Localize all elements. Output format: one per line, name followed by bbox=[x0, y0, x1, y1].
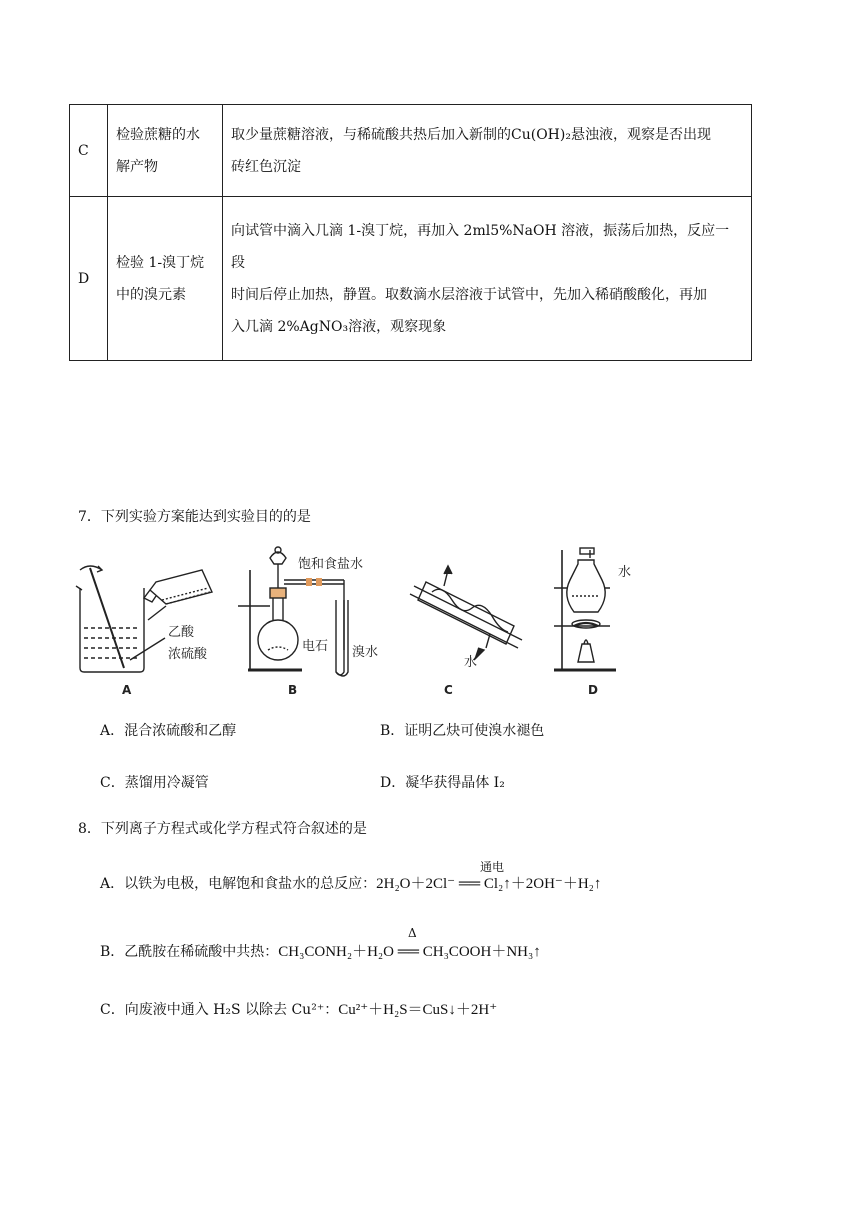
label-conc-sulfuric: 浓硫酸 bbox=[168, 647, 208, 662]
label-calcium-carbide: 电石 bbox=[302, 639, 329, 654]
caption-d: D bbox=[588, 683, 598, 697]
apparatus-d bbox=[554, 548, 616, 670]
equation-b: CH₃CONH₂＋H₂O ══ CH₃COOH＋NH₃↑ bbox=[278, 944, 541, 960]
experiment-table bbox=[69, 104, 752, 361]
label-brine: 饱和食盐水 bbox=[298, 557, 364, 572]
table-row bbox=[70, 105, 752, 197]
caption-b: B bbox=[288, 683, 298, 697]
caption-a: A bbox=[122, 683, 132, 697]
condition-heat: Δ bbox=[408, 926, 417, 940]
row-purpose: 检验 1-溴丁烷 中的溴元素 bbox=[108, 197, 223, 361]
row-label: D bbox=[70, 197, 108, 361]
condition-electrolysis: 通电 bbox=[480, 860, 505, 874]
q7-option-c[interactable]: C．蒸馏用冷凝管 bbox=[100, 775, 209, 791]
row-label: C bbox=[70, 105, 108, 197]
q8-option-c[interactable]: C．向废液中通入 H₂S 以除去 Cu²⁺：Cu²⁺＋H₂S＝CuS↓＋2H⁺ bbox=[100, 1002, 498, 1018]
table-row bbox=[70, 197, 752, 361]
apparatus-c bbox=[410, 566, 522, 660]
q8-option-a[interactable]: A．以铁为电极，电解饱和食盐水的总反应：2H₂O＋2Cl⁻ ══ Cl₂↑＋2OH⁻＋H₂↑ bbox=[100, 876, 602, 892]
q8-option-b[interactable]: B．乙酰胺在稀硫酸中共热：CH₃CONH₂＋H₂O ══ CH₃COOH＋NH₃↑ bbox=[100, 944, 541, 960]
q7-option-d[interactable]: D．凝华获得晶体 I₂ bbox=[380, 775, 505, 791]
equation-a: 2H₂O＋2Cl⁻ ══ Cl₂↑＋2OH⁻＋H₂↑ bbox=[376, 876, 602, 892]
row-method: 取少量蔗糖溶液，与稀硫酸共热后加入新制的Cu(OH)₂悬浊液，观察是否出现 砖红色沉淀 bbox=[223, 105, 752, 197]
label-water-d: 水 bbox=[618, 565, 632, 580]
apparatus-figure bbox=[70, 540, 790, 700]
label-acetic-acid: 乙酸 bbox=[168, 625, 195, 640]
row-method: 向试管中滴入几滴 1-溴丁烷，再加入 2ml5%NaOH 溶液，振荡后加热，反应一段 时间后停止加热，静置。取数滴水层溶液于试管中，先加入稀硝酸酸化，再加 入几滴 2%AgNO₃溶液，观察现象 bbox=[223, 197, 752, 361]
label-water-c: 水 bbox=[464, 655, 478, 670]
q7-option-a[interactable]: A．混合浓硫酸和乙醇 bbox=[100, 723, 237, 739]
row-purpose: 检验蔗糖的水 解产物 bbox=[108, 105, 223, 197]
q7-stem: 7．下列实验方案能达到实验目的的是 bbox=[78, 509, 311, 525]
caption-c: C bbox=[444, 683, 453, 697]
q7-option-b[interactable]: B．证明乙炔可使溴水褪色 bbox=[380, 723, 545, 739]
q8-stem: 8．下列离子方程式或化学方程式符合叙述的是 bbox=[78, 821, 367, 837]
label-bromine-water: 溴水 bbox=[352, 645, 379, 660]
equation-c: Cu²⁺＋H₂S＝CuS↓＋2H⁺ bbox=[338, 1002, 498, 1018]
